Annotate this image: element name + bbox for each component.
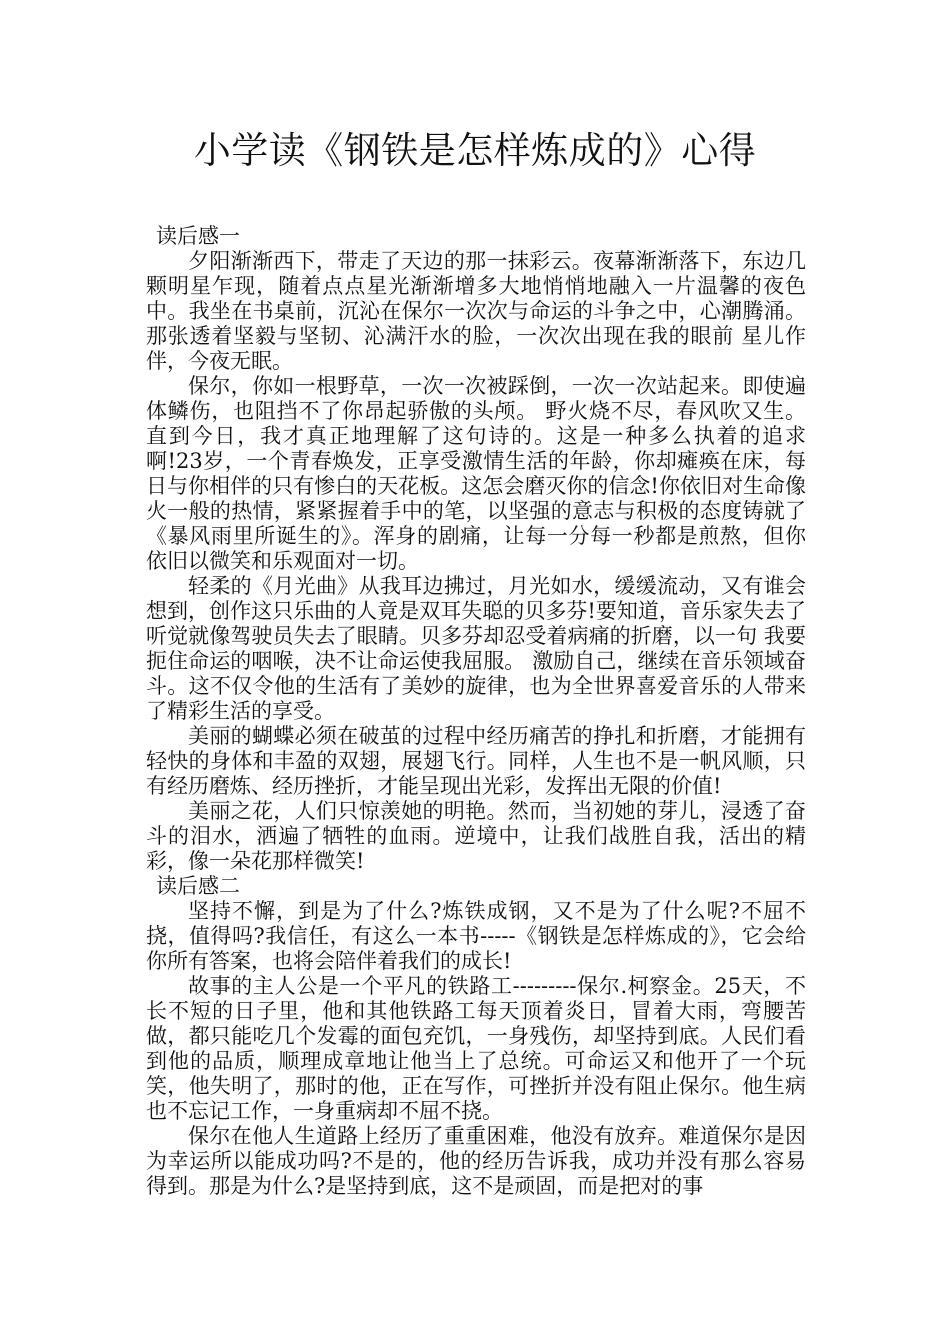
document-title: 小学读《钢铁是怎样炼成的》心得 (193, 129, 757, 172)
paragraph: 夕阳渐渐西下，带走了天边的那一抹彩云。夜幕渐渐落下，东边几颗明星乍现，随着点点星光渐渐增多大地悄悄地融入一片温馨的夜色中。我坐在书桌前，沉沁在保尔一次次与命运的斗争之中，心潮腾涌。那张透着坚毅与坚韧、沁满汗水的脸，一次次出现在我的眼前 星儿作伴，今夜无眠。 (146, 249, 806, 373)
paragraph: 美丽之花，人们只惊羡她的明艳。然而，当初她的芽儿，浸透了奋斗的泪水，洒遍了牺牲的血雨。逆境中，让我们战胜自我，活出的精彩，像一朵花那样微笑! (146, 799, 806, 873)
paragraph: 坚持不懈，到是为了什么?炼铁成钢，又不是为了什么呢?不屈不挠，值得吗?我信任，有这么一本书-----《钢铁是怎样炼成的》，它会给你所有答案，也将会陪伴着我们的成长! (146, 899, 806, 973)
paragraph: 保尔，你如一根野草，一次一次被踩倒，一次一次站起来。即使遍体鳞伤，也阻挡不了你昂起骄傲的头颅。 野火烧不尽，春风吹又生。 直到今日，我才真正地理解了这句诗的。这是一种多么执着的追求啊!23岁，一个青春焕发，正享受激情生活的年龄，你却瘫痪在床，每日与你相伴的只有惨白的天花板。这怎会磨灭你的信念!你依旧对生命像火一般的热情，紧紧握着手中的笔，以坚强的意志与积极的态度铸就了《暴风雨里所诞生的》。浑身的剧痛，让每一分每一秒都是煎熬，但你依旧以微笑和乐观面对一切。 (146, 374, 806, 573)
document-body (146, 224, 806, 1199)
paragraph: 轻柔的《月光曲》从我耳边拂过，月光如水，缓缓流动，又有谁会想到，创作这只乐曲的人竟是双耳失聪的贝多芬!要知道，音乐家失去了听觉就像驾驶员失去了眼睛。贝多芬却忍受着病痛的折磨，以一句 我要扼住命运的咽喉，决不让命运使我屈服。 激励自己，继续在音乐领域奋斗。这不仅令他的生活有了美妙的旋律，也为全世界喜爱音乐的人带来了精彩生活的享受。 (146, 574, 806, 723)
paragraph: 故事的主人公是一个平凡的铁路工---------保尔.柯察金。25天，不长不短的日子里，他和其他铁路工每天顶着炎日，冒着大雨，弯腰苦做，都只能吃几个发霉的面包充饥，一身残伤，却坚持到底。人民们看到他的品质，顺理成章地让他当上了总统。可命运又和他开了一个玩笑，他失明了，那时的他，正在写作，可挫折并没有阻止保尔。他生病也不忘记工作，一身重病却不屈不挠。 (146, 974, 806, 1123)
section-label: 读后感二 (156, 874, 240, 898)
paragraph: 保尔在他人生道路上经历了重重困难，他没有放弃。难道保尔是因为幸运所以能成功吗?不是的，他的经历告诉我，成功并没有那么容易得到。那是为什么?是坚持到底，这不是顽固，而是把对的事 (146, 1124, 806, 1198)
section-label: 读后感一 (156, 224, 240, 248)
paragraph: 美丽的蝴蝶必须在破茧的过程中经历痛苦的挣扎和折磨，才能拥有轻快的身体和丰盈的双翅，展翅飞行。同样，人生也不是一帆风顺，只有经历磨炼、经历挫折，才能呈现出光彩，发挥出无限的价值! (146, 724, 806, 798)
